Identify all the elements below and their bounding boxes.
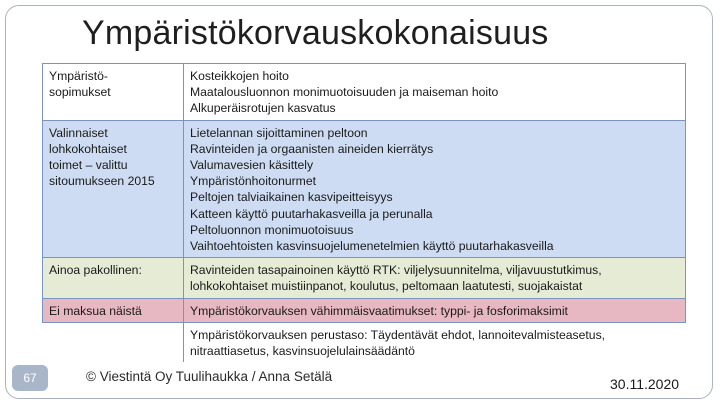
- footer-copyright: © Viestintä Oy Tuulihaukka / Anna Setälä: [86, 369, 333, 384]
- table-row: [43, 322, 686, 362]
- row-content: [184, 298, 686, 322]
- row-content-line: Katteen käyttö puutarhakasveilla ja perunalla: [190, 206, 433, 221]
- row-content-line: Lietelannan sijoittaminen peltoon: [190, 125, 368, 140]
- row-content-line: nitraattiasetus, kasvinsuojelulainsäädäntö: [190, 344, 415, 359]
- row-label-line: Valinnaiset: [49, 125, 108, 140]
- row-content-line: Ympäristökorvauksen vähimmäisvaatimukset: typpi- ja fosforimaksimit: [190, 303, 568, 318]
- row-content: [184, 258, 686, 298]
- table-row: [43, 64, 686, 121]
- row-content-line: Ravinteiden ja orgaanisten aineiden kierrätys: [190, 141, 434, 156]
- row-label: [43, 258, 184, 298]
- table-row: [43, 120, 686, 258]
- table-row: [43, 258, 686, 298]
- slide-title: Ympäristökorvauskokonaisuus: [82, 14, 549, 52]
- row-content: [184, 120, 686, 258]
- row-content-line: Ympäristönhoitonurmet: [190, 174, 316, 189]
- row-content: [184, 64, 686, 121]
- row-content-line: Alkuperäisrotujen kasvatus: [190, 101, 336, 116]
- row-label-line: Ainoa pakollinen:: [49, 263, 142, 278]
- row-label-line: sopimukset: [49, 85, 111, 100]
- content-table: [42, 63, 686, 362]
- row-label-line: Ympäristö-: [49, 69, 108, 83]
- slide-number-badge: 67: [12, 365, 48, 391]
- row-content-line: Kosteikkojen hoito: [190, 69, 289, 83]
- row-label: [43, 64, 184, 121]
- row-label: [43, 298, 184, 322]
- footer-date: 30.11.2020: [610, 376, 680, 392]
- row-label-line: toimet – valittu: [49, 158, 128, 173]
- row-label: [43, 322, 184, 362]
- row-content-line: Ympäristökorvauksen perustaso: Täydentävät ehdot, lannoitevalmisteasetus,: [190, 327, 606, 342]
- row-content-line: Vaihtoehtoisten kasvinsuojelumenetelmien käyttö puutarhakasveilla: [190, 239, 554, 254]
- row-label-line: lohkokohtaiset: [49, 141, 127, 156]
- row-content-line: lohkokohtaiset muistiinpanot, koulutus, peltomaan laatutesti, suojakaistat: [190, 279, 583, 294]
- row-content-line: Ravinteiden tasapainoinen käyttö RTK: viljelysuunnitelma, viljavuustutkimus,: [190, 263, 602, 278]
- table-row: [43, 298, 686, 322]
- row-content-line: Peltojen talviaikainen kasvipeitteisyys: [190, 190, 393, 205]
- row-content: [184, 322, 686, 362]
- row-content-line: Maatalousluonnon monimuotoisuuden ja maiseman hoito: [190, 85, 499, 100]
- row-content-line: Peltoluonnon monimuotoisuus: [190, 222, 354, 237]
- row-content-line: Valumavesien käsittely: [190, 158, 314, 173]
- row-label-line: Ei maksua näistä: [49, 303, 142, 318]
- row-label-line: sitoumukseen 2015: [49, 174, 155, 189]
- row-label: [43, 120, 184, 258]
